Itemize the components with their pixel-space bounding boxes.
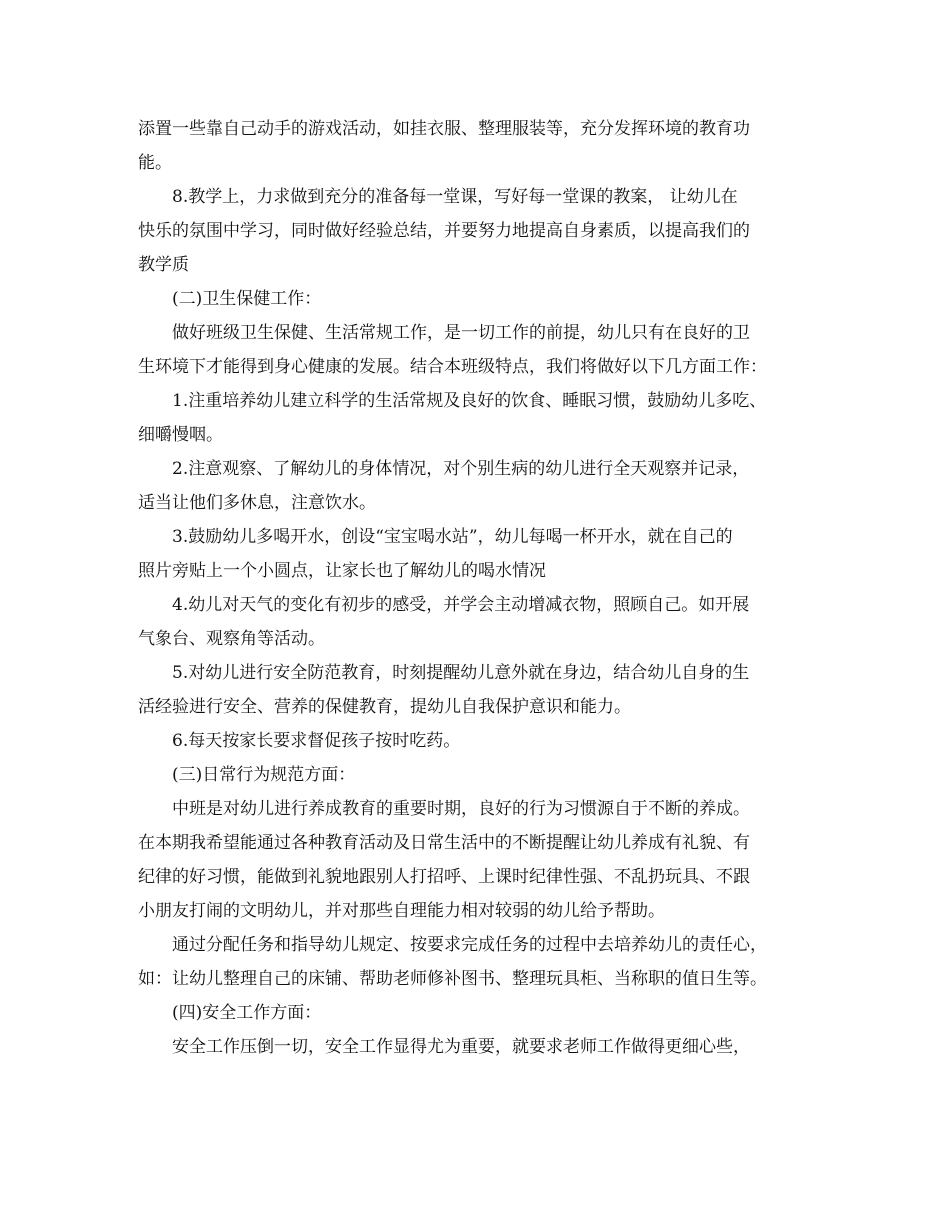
section-heading: (二)卫生保健工作：: [172, 289, 322, 309]
text-line: 6.每天按家长要求督促孩子按时吃药。: [172, 731, 461, 751]
section-heading: (三)日常行为规范方面：: [172, 765, 356, 785]
text-line: 5.对幼儿进行安全防范教育，时刻提醒幼儿意外就在身边，结合幼儿自身的生: [172, 663, 750, 683]
text-line: 纪律的好习惯，能做到礼貌地跟别人打招呼、上课时纪律性强、不乱扔玩具、不跟: [138, 867, 750, 887]
text-line: 适当让他们多休息，注意饮水。: [138, 493, 376, 513]
text-line: 4.幼儿对天气的变化有初步的感受，并学会主动增减衣物，照顾自己。如开展: [172, 595, 750, 615]
text-line: 通过分配任务和指导幼儿规定、按要求完成任务的过程中去培养幼儿的责任心，: [172, 935, 767, 955]
text-line: 活经验进行安全、营养的保健教育，提幼儿自我保护意识和能力。: [138, 697, 631, 717]
text-line: 教学质: [138, 255, 189, 275]
text-line: 快乐的氛围中学习，同时做好经验总结，并要努力地提高自身素质，以提高我们的: [138, 221, 750, 241]
text-line: 细嚼慢咽。: [138, 425, 223, 445]
text-line: 8.教学上，力求做到充分的准备每一堂课，写好每一堂课的教案， 让幼儿在: [172, 187, 738, 207]
text-line: 1.注重培养幼儿建立科学的生活常规及良好的饮食、睡眠习惯，鼓励幼儿多吃、: [172, 391, 767, 411]
text-line: 生环境下才能得到身心健康的发展。结合本班级特点，我们将做好以下几方面工作：: [138, 357, 767, 377]
text-line: 在本期我希望能通过各种教育活动及日常生活中的不断提醒让幼儿养成有礼貌、有: [138, 833, 750, 853]
section-heading: (四)安全工作方面：: [172, 1003, 322, 1023]
text-line: 中班是对幼儿进行养成教育的重要时期，良好的行为习惯源自于不断的养成。: [172, 799, 750, 819]
text-line: 照片旁贴上一个小圆点，让家长也了解幼儿的喝水情况: [138, 561, 546, 581]
text-line: 能。: [138, 153, 172, 173]
text-line: 2.注意观察、了解幼儿的身体情况，对个别生病的幼儿进行全天观察并记录，: [172, 459, 750, 479]
text-line: 添置一些靠自己动手的游戏活动，如挂衣服、整理服装等，充分发挥环境的教育功: [138, 119, 750, 139]
text-line: 小朋友打闹的文明幼儿，并对那些自理能力相对较弱的幼儿给予帮助。: [138, 901, 665, 921]
text-line: 3.鼓励幼儿多喝开水，创设“宝宝喝水站”，幼儿每喝一杯开水，就在自己的: [172, 527, 733, 547]
text-line: 如：让幼儿整理自己的床铺、帮助老师修补图书、整理玩具柜、当称职的值日生等。: [138, 969, 767, 989]
text-line: 安全工作压倒一切，安全工作显得尤为重要，就要求老师工作做得更细心些，: [172, 1037, 750, 1057]
text-line: 气象台、观察角等活动。: [138, 629, 325, 649]
text-line: 做好班级卫生保健、生活常规工作，是一切工作的前提，幼儿只有在良好的卫: [172, 323, 750, 343]
document-body: [138, 112, 828, 1064]
